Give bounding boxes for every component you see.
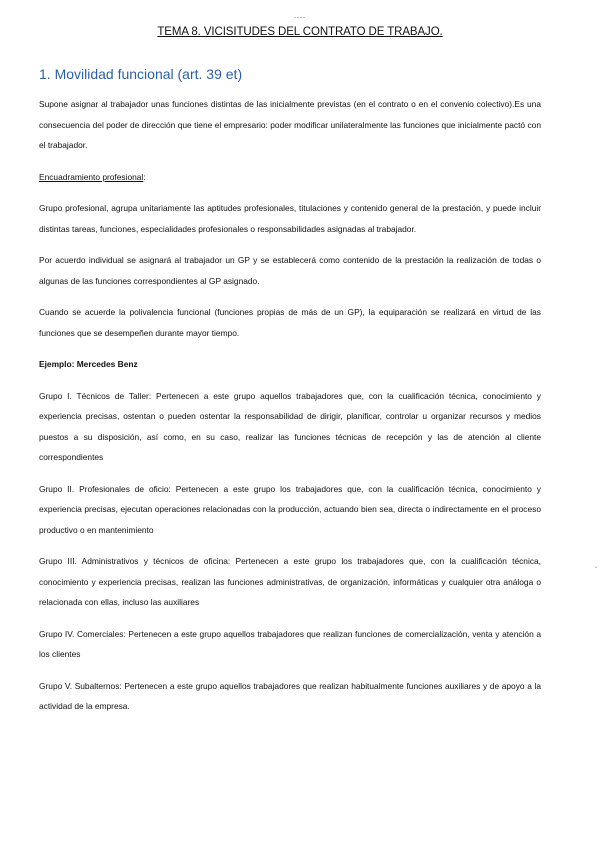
- paragraph: Por acuerdo individual se asignará al trabajador un GP y se establecerá como contenido de la prestación la realización de todas o algunas de las funciones correspondientes al GP asignado.: [39, 255, 541, 286]
- group-paragraph: Grupo I. Técnicos de Taller: Pertenecen a este grupo aquellos trabajadores que, con la cualificación técnica, conocimiento y experiencia precisas, ostentan o pueden ostentar la responsabilidad de dirigir, planificar, controlar u organizar recursos y medios puestos a su disposición, así como, en su caso, realizar las funciones técnicas de recepción y las de atención al cliente correspondientes: [39, 390, 541, 462]
- subheading-suffix: :: [143, 171, 146, 182]
- header-mark: ----: [294, 15, 306, 21]
- subheading: Encuadramiento profesional: [39, 171, 144, 182]
- paragraph: Cuando se acuerde la polivalencia funcional (funciones propias de más de un GP), la equiparación se realizará en virtud de las funciones que se desempeñen durante mayor tiempo.: [39, 307, 541, 338]
- paragraph: Grupo profesional, agrupa unitariamente las aptitudes profesionales, titulaciones y contenido general de la prestación, y puede incluir distintas tareas, funciones, especialidades profesionales o responsabilidades asignadas al trabajador.: [39, 203, 541, 234]
- group-paragraph: Grupo IV. Comerciales: Pertenecen a este grupo aquellos trabajadores que realizan funciones de comercialización, venta y atención a los clientes: [39, 628, 541, 659]
- group-paragraph: Grupo II. Profesionales de oficio: Pertenecen a este grupo los trabajadores que, con la cualificación técnica, conocimiento y experiencia precisas, ejecutan operaciones relacionadas con la producción, actuando bien sea, directa o indirectamente en el proceso productivo o en mantenimiento: [39, 483, 541, 535]
- example-heading: Ejemplo: Mercedes Benz: [39, 359, 138, 369]
- group-paragraph: Grupo III. Administrativos y técnicos de oficina: Pertenecen a este grupo los trabajadores que, con la cualificación técnica, conocimiento y experiencia precisas, realizan las funciones administrativas, de organización, informáticas y cualquier otra análoga o relacionada con ellas, incluso las auxiliares: [39, 556, 541, 607]
- document-body: [39, 94, 541, 728]
- edge-mark: -: [595, 565, 597, 571]
- group-paragraph: Grupo V. Subalternos: Pertenecen a este grupo aquellos trabajadores que realizan habitualmente funciones auxiliares y de apoyo a la actividad de la empresa.: [39, 680, 541, 711]
- section-heading: 1. Movilidad funcional (art. 39 et): [39, 66, 243, 82]
- intro-paragraph: Supone asignar al trabajador unas funciones distintas de las inicialmente previstas (en el contrato o en el convenio colectivo).Es una consecuencia del poder de dirección que tiene el empresario: poder modificar unilateralmente las funciones que inicialmente pactó con el trabajador.: [39, 99, 541, 150]
- document-title: TEMA 8. VICISITUDES DEL CONTRATO DE TRABAJO.: [157, 26, 443, 38]
- subheading-line: [39, 167, 541, 188]
